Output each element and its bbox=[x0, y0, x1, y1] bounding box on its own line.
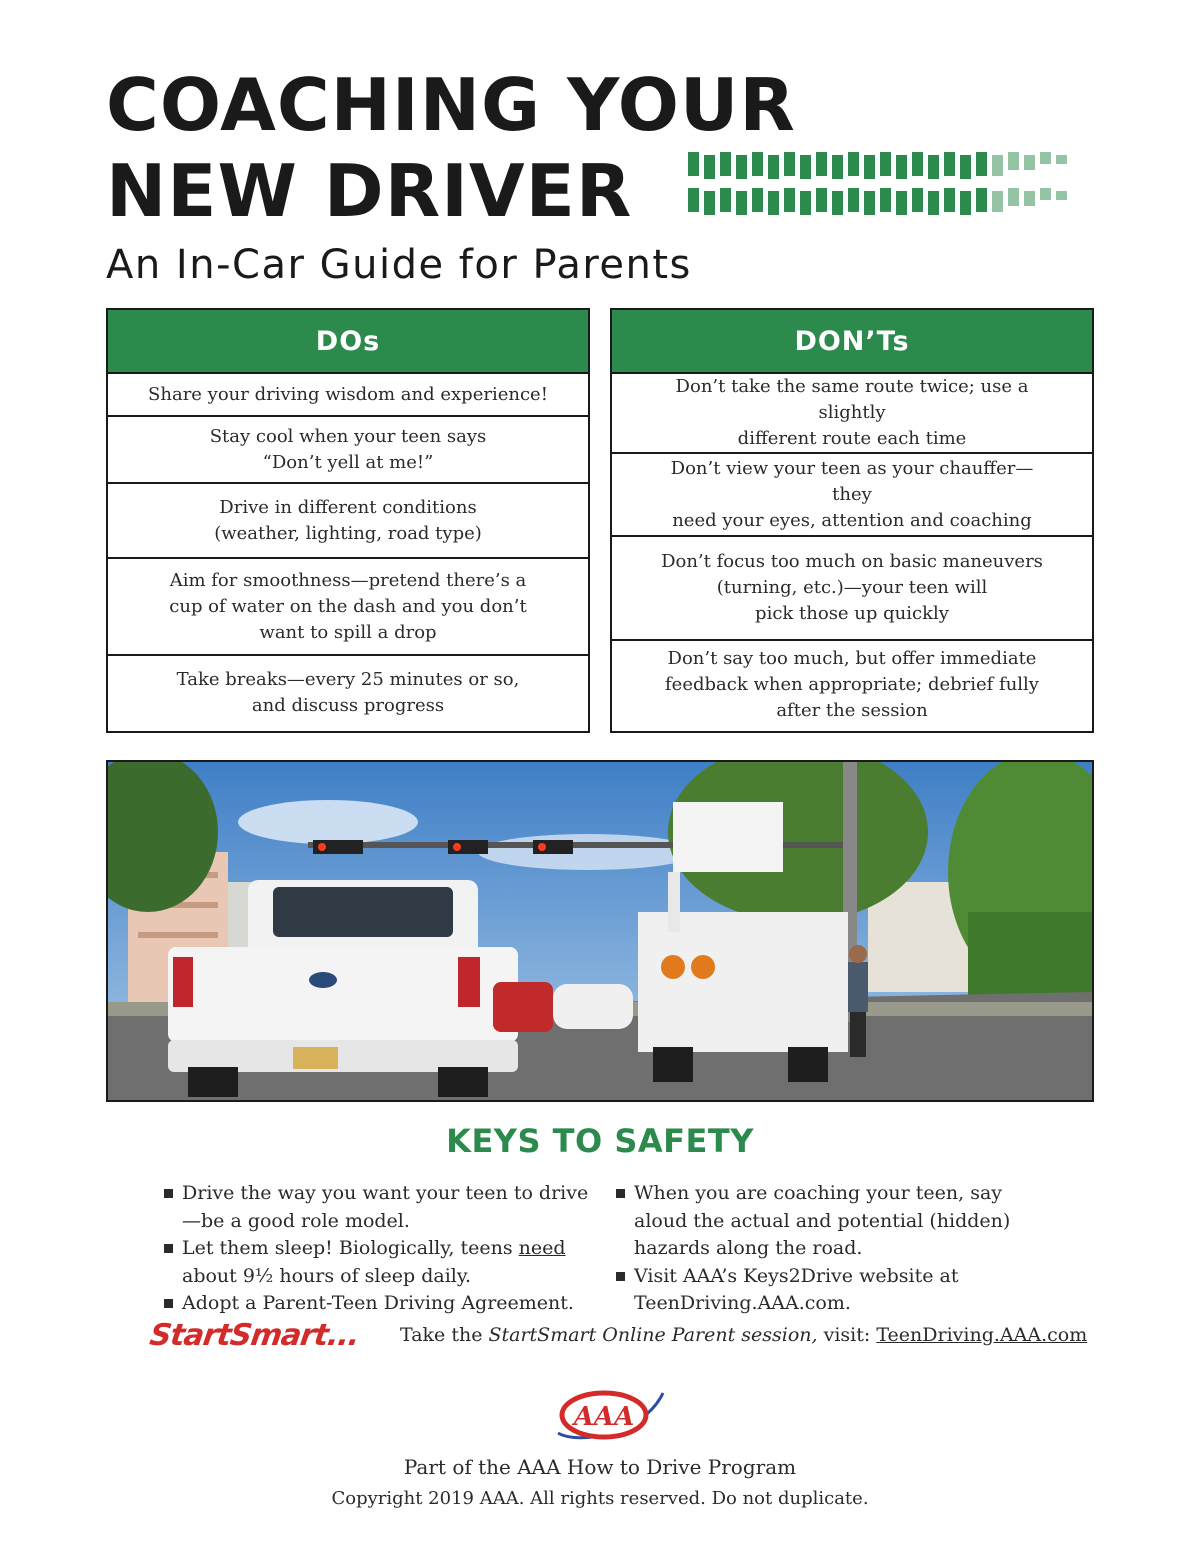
tire-tread-mark bbox=[944, 188, 955, 212]
tire-tread-mark bbox=[736, 155, 747, 179]
tire-tread-mark bbox=[1040, 188, 1051, 200]
tire-tread-mark bbox=[1056, 191, 1067, 200]
tire-tread-mark bbox=[832, 155, 843, 179]
page-subtitle: An In-Car Guide for Parents bbox=[106, 242, 692, 288]
tire-tread-mark bbox=[736, 191, 747, 215]
tire-tread-mark bbox=[960, 191, 971, 215]
donts-heading: DON’Ts bbox=[612, 310, 1092, 374]
keys-list-left bbox=[160, 1180, 590, 1318]
dos-item: Share your driving wisdom and experience! bbox=[108, 374, 588, 417]
tire-tread-mark bbox=[1056, 155, 1067, 164]
startsmart-logo: StartSmart... bbox=[147, 1318, 362, 1353]
tire-tread-mark bbox=[1040, 152, 1051, 164]
footer-program-line: Part of the AAA How to Drive Program bbox=[403, 1455, 797, 1479]
donts-item: Don’t view your teen as your chauffer—they need your eyes, attention and coaching bbox=[612, 454, 1092, 537]
tire-tread-mark bbox=[816, 152, 827, 176]
donts-item: Don’t focus too much on basic maneuvers (turning, etc.)—your teen will pick those up quickly bbox=[612, 537, 1092, 641]
title-line-2: NEW DRIVER bbox=[106, 149, 633, 233]
tire-tread-mark bbox=[704, 191, 715, 215]
keys-list-right bbox=[612, 1180, 1052, 1318]
tire-tracks-graphic bbox=[688, 148, 1093, 220]
bullet-square-icon bbox=[616, 1189, 625, 1198]
tire-tread-mark bbox=[784, 188, 795, 212]
tire-tread-mark bbox=[800, 191, 811, 215]
tire-tread-mark bbox=[816, 188, 827, 212]
list-item: When you are coaching your teen, say aloud the actual and potential (hidden) hazards along the road. bbox=[612, 1180, 1052, 1263]
tire-tread-mark bbox=[1008, 188, 1019, 206]
tire-tread-mark bbox=[912, 152, 923, 176]
tire-tread-mark bbox=[720, 152, 731, 176]
tire-tread-mark bbox=[1024, 155, 1035, 170]
tire-tread-mark bbox=[928, 155, 939, 179]
startsmart-banner bbox=[147, 1318, 1088, 1362]
tire-tread-mark bbox=[896, 191, 907, 215]
tire-tread-mark bbox=[880, 188, 891, 212]
tire-tread-mark bbox=[976, 188, 987, 212]
teendriving-link[interactable]: TeenDriving.AAA.com bbox=[876, 1324, 1088, 1346]
list-item: Adopt a Parent-Teen Driving Agreement. bbox=[160, 1290, 590, 1318]
tire-tread-mark bbox=[848, 188, 859, 212]
tire-tread-mark bbox=[992, 155, 1003, 176]
tire-tread-mark bbox=[800, 155, 811, 179]
tire-tread-mark bbox=[864, 155, 875, 179]
tire-tread-mark bbox=[976, 152, 987, 176]
keys-to-safety-heading: KEYS TO SAFETY bbox=[446, 1122, 754, 1160]
tire-tread-mark bbox=[880, 152, 891, 176]
donts-item: Don’t say too much, but offer immediate feedback when appropriate; debrief fully after the session bbox=[665, 648, 1039, 721]
tire-tread-mark bbox=[704, 155, 715, 179]
tire-tread-mark bbox=[720, 188, 731, 212]
tire-tread-mark bbox=[752, 152, 763, 176]
title-line-1: COACHING YOUR bbox=[106, 63, 796, 147]
bullet-square-icon bbox=[616, 1272, 625, 1281]
tire-tread-mark bbox=[1024, 191, 1035, 206]
bullet-square-icon bbox=[164, 1299, 173, 1308]
tire-tread-mark bbox=[928, 191, 939, 215]
tire-tread-mark bbox=[752, 188, 763, 212]
donts-item: Don’t take the same route twice; use a slightly different route each time bbox=[612, 374, 1092, 454]
donts-panel bbox=[610, 308, 1094, 733]
dos-item: Drive in different conditions (weather, lighting, road type) bbox=[108, 484, 588, 559]
dos-heading: DOs bbox=[108, 310, 588, 374]
tire-tread-mark bbox=[832, 191, 843, 215]
bullet-square-icon bbox=[164, 1189, 173, 1198]
tire-tread-mark bbox=[768, 155, 779, 179]
tire-tread-mark bbox=[688, 188, 699, 212]
tire-tread-mark bbox=[688, 152, 699, 176]
tire-tread-mark bbox=[944, 152, 955, 176]
underlined-need: need bbox=[518, 1237, 566, 1259]
tire-tread-mark bbox=[784, 152, 795, 176]
list-item: Drive the way you want your teen to drive —be a good role model. bbox=[160, 1180, 590, 1235]
road-scene-photo bbox=[106, 760, 1094, 1102]
dos-item: Take breaks—every 25 minutes or so, and discuss progress bbox=[176, 668, 520, 716]
list-item: Visit AAA’s Keys2Drive website at TeenDriving.AAA.com. bbox=[612, 1263, 1052, 1318]
tire-tread-mark bbox=[848, 152, 859, 176]
tire-tread-mark bbox=[896, 155, 907, 179]
tire-tread-mark bbox=[912, 188, 923, 212]
tire-tread-mark bbox=[992, 191, 1003, 212]
startsmart-text: Take the StartSmart Online Parent session, visit: TeenDriving.AAA.com bbox=[400, 1324, 1088, 1346]
dos-item: Stay cool when your teen says “Don’t yell at me!” bbox=[108, 417, 588, 484]
aaa-logo-text: AAA bbox=[573, 1402, 635, 1432]
tire-tread-mark bbox=[768, 191, 779, 215]
tire-tread-mark bbox=[960, 155, 971, 179]
aaa-logo bbox=[548, 1385, 668, 1447]
dos-item: Aim for smoothness—pretend there’s a cup of water on the dash and you don’t want to spill a drop bbox=[108, 559, 588, 656]
tire-tread-mark bbox=[864, 191, 875, 215]
dos-panel bbox=[106, 308, 590, 733]
footer-copyright: Copyright 2019 AAA. All rights reserved. Do not duplicate. bbox=[331, 1488, 869, 1509]
tire-tread-mark bbox=[1008, 152, 1019, 170]
bullet-square-icon bbox=[164, 1244, 173, 1253]
list-item: Let them sleep! Biologically, teens need about 9½ hours of sleep daily. bbox=[160, 1235, 590, 1290]
